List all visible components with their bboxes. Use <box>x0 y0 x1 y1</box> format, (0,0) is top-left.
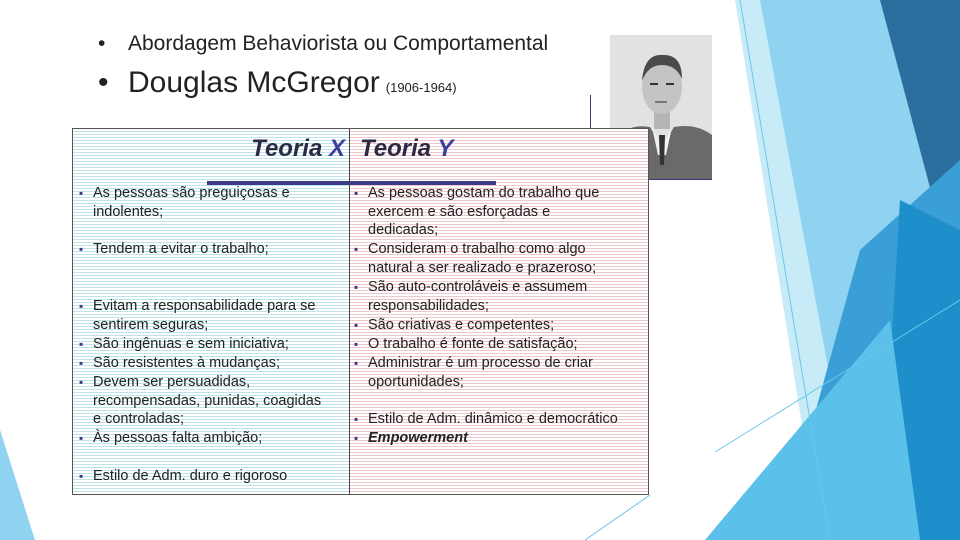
theory-y-label: Teoria <box>360 135 432 162</box>
theory-y-item <box>354 240 596 277</box>
deco-shape-dark <box>880 0 960 300</box>
item-line: recompensadas, punidas, coagidas <box>93 392 322 409</box>
item-line: ▪ Tendem a evitar o trabalho; <box>93 241 269 257</box>
approach-text: Abordagem Behaviorista ou Comportamental <box>128 32 549 55</box>
item-line: ▪ Estilo de Adm. dinâmico e democrático <box>368 411 618 427</box>
theory-x-label: Teoria <box>251 135 323 162</box>
bullet-author <box>98 66 548 100</box>
deco-line-2 <box>715 300 960 452</box>
theory-y-heading <box>360 135 453 163</box>
theory-x-column <box>73 129 350 494</box>
deco-shape-light <box>760 0 960 540</box>
theory-x-letter: X <box>328 135 345 162</box>
theory-y-item <box>354 429 468 448</box>
item-line: ▪ Evitam a responsabilidade para se <box>93 298 316 314</box>
item-line: dedicadas; <box>368 222 439 238</box>
item-line: exercem e são esforçadas e <box>368 203 551 220</box>
item-line: ▪ Devem ser persuadidas, <box>93 374 251 390</box>
theory-y-letter: Y <box>437 135 454 162</box>
item-line: ▪ Empowerment <box>368 430 468 446</box>
deco-shape-pale <box>735 0 960 540</box>
theory-y-column <box>350 129 648 494</box>
item-line: sentirem seguras; <box>93 316 209 333</box>
theory-y-item <box>354 335 578 354</box>
theory-x-item <box>79 240 269 259</box>
item-line: ▪ Estilo de Adm. duro e rigoroso <box>93 468 288 484</box>
theory-x-item <box>79 184 290 221</box>
deco-line-1 <box>740 0 830 540</box>
deco-shape-left-sliver <box>0 430 35 540</box>
theory-y-item <box>354 184 599 240</box>
theory-y-item <box>354 316 554 335</box>
item-line: ▪ São resistentes à mudanças; <box>93 355 280 371</box>
theory-x-heading <box>251 135 345 163</box>
item-line: ▪ As pessoas são preguiçosas e <box>93 185 290 201</box>
author-name: Douglas McGregor <box>128 66 380 99</box>
item-line: ▪ São ingênuas e sem iniciativa; <box>93 336 289 352</box>
bullet-dot: • <box>98 32 106 55</box>
item-line: ▪ Às pessoas falta ambição; <box>93 430 263 446</box>
theory-x-item <box>79 429 262 448</box>
deco-shape-teal <box>705 320 920 540</box>
deco-shape-bright <box>880 200 960 540</box>
item-line: ▪ São auto-controláveis e assumem <box>368 279 588 295</box>
bullet-dot: • <box>98 66 109 99</box>
author-dates: (1906-1964) <box>385 80 457 95</box>
slide-bullets <box>98 32 548 100</box>
item-line: indolentes; <box>93 203 164 220</box>
item-line: ▪ São criativas e competentes; <box>368 317 555 333</box>
theory-x-item <box>79 354 280 373</box>
theory-y-item <box>354 354 593 391</box>
theory-x-item <box>79 335 289 354</box>
item-line: ▪ O trabalho é fonte de satisfação; <box>368 336 578 352</box>
item-line: ▪ Administrar é um processo de criar <box>368 355 593 371</box>
theory-x-item <box>79 297 315 334</box>
item-line: responsabilidades; <box>368 297 489 314</box>
item-line: oportunidades; <box>368 373 464 390</box>
theory-y-item <box>354 278 587 315</box>
theory-comparison-table <box>72 128 649 495</box>
theory-x-item <box>79 373 321 429</box>
item-line: ▪ As pessoas gostam do trabalho que <box>368 185 600 201</box>
theory-x-item <box>79 467 287 486</box>
item-line: ▪ Consideram o trabalho como algo <box>368 241 586 257</box>
theory-y-item <box>354 410 618 429</box>
bullet-approach <box>98 32 548 62</box>
deco-line-3 <box>585 495 650 540</box>
item-line: natural a ser realizado e prazeroso; <box>368 259 597 276</box>
deco-shape-mid <box>780 160 960 540</box>
item-line: e controladas; <box>93 411 185 427</box>
